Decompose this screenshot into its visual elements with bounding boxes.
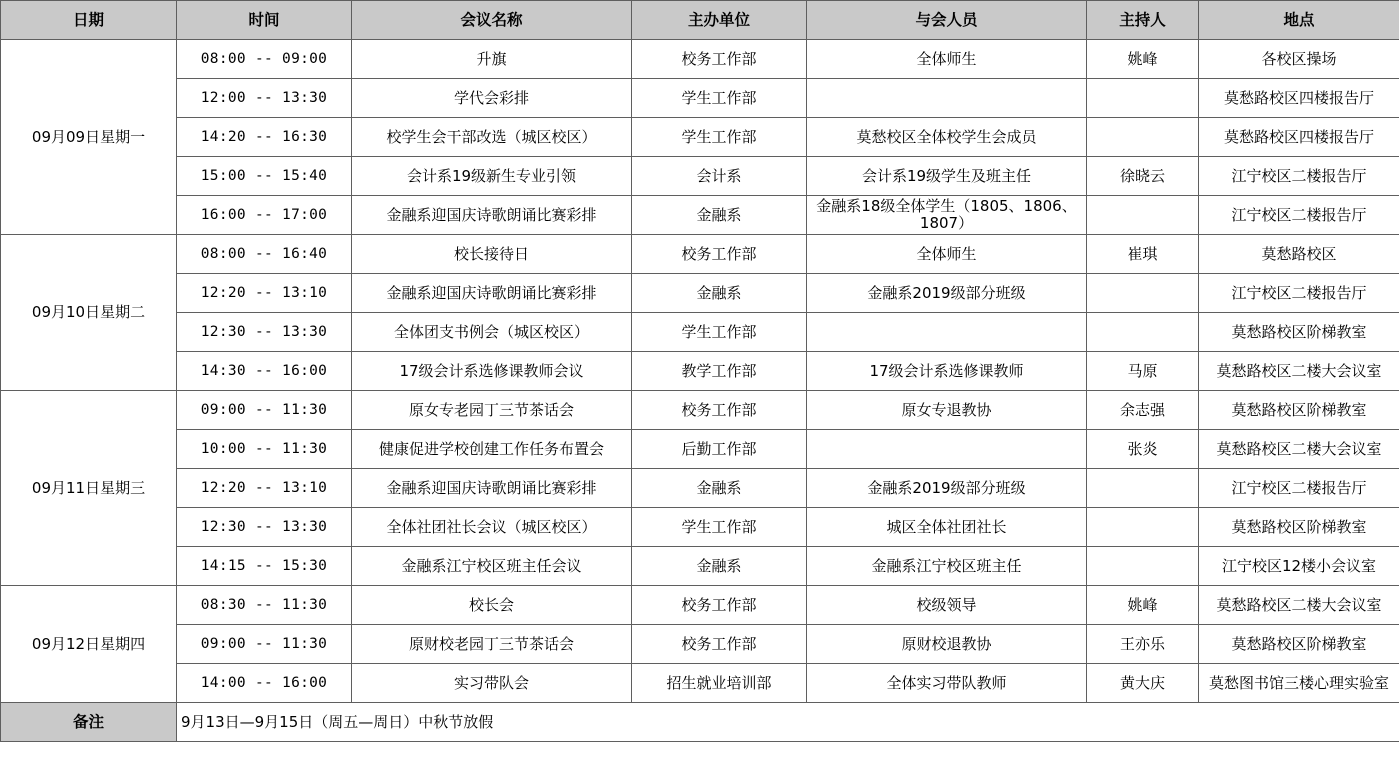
host-cell [1087,274,1199,313]
location-cell: 莫愁路校区 [1199,235,1399,274]
time-cell: 08:00 -- 16:40 [177,235,352,274]
table-row [1,508,1399,547]
organizer-cell: 校务工作部 [632,586,807,625]
meeting-name-cell: 升旗 [352,40,632,79]
organizer-cell: 学生工作部 [632,118,807,157]
time-cell: 14:30 -- 16:00 [177,352,352,391]
host-cell [1087,508,1199,547]
attendees-cell: 17级会计系选修课教师 [807,352,1087,391]
location-cell: 莫愁路校区阶梯教室 [1199,625,1399,664]
attendees-cell: 金融系2019级部分班级 [807,469,1087,508]
organizer-cell: 后勤工作部 [632,430,807,469]
attendees-cell [807,79,1087,118]
location-cell: 江宁校区二楼报告厅 [1199,196,1399,235]
organizer-cell: 校务工作部 [632,625,807,664]
time-cell: 14:20 -- 16:30 [177,118,352,157]
organizer-cell: 校务工作部 [632,391,807,430]
host-cell: 徐晓云 [1087,157,1199,196]
attendees-cell: 校级领导 [807,586,1087,625]
time-cell: 12:30 -- 13:30 [177,313,352,352]
organizer-cell: 学生工作部 [632,508,807,547]
header-organizer: 主办单位 [632,1,807,40]
date-cell: 09月11日星期三 [1,391,177,586]
meeting-name-cell: 原财校老园丁三节茶话会 [352,625,632,664]
organizer-cell: 教学工作部 [632,352,807,391]
table-row [1,352,1399,391]
host-cell [1087,79,1199,118]
date-cell: 09月10日星期二 [1,235,177,391]
host-cell [1087,313,1199,352]
header-location: 地点 [1199,1,1399,40]
attendees-cell: 金融系江宁校区班主任 [807,547,1087,586]
location-cell: 莫愁路校区四楼报告厅 [1199,79,1399,118]
location-cell: 莫愁路校区二楼大会议室 [1199,430,1399,469]
date-cell: 09月09日星期一 [1,40,177,235]
time-cell: 16:00 -- 17:00 [177,196,352,235]
host-cell: 余志强 [1087,391,1199,430]
table-row [1,469,1399,508]
attendees-cell: 金融系18级全体学生（1805、1806、1807） [807,196,1087,235]
organizer-cell: 学生工作部 [632,313,807,352]
location-cell: 江宁校区二楼报告厅 [1199,157,1399,196]
location-cell: 江宁校区二楼报告厅 [1199,274,1399,313]
attendees-cell: 全体师生 [807,40,1087,79]
attendees-cell: 原女专退教协 [807,391,1087,430]
table-row [1,40,1399,79]
table-row [1,586,1399,625]
time-cell: 12:20 -- 13:10 [177,274,352,313]
location-cell: 莫愁路校区二楼大会议室 [1199,586,1399,625]
host-cell [1087,469,1199,508]
table-header [1,1,1399,40]
note-row [1,703,1399,742]
host-cell: 姚峰 [1087,40,1199,79]
attendees-cell: 原财校退教协 [807,625,1087,664]
organizer-cell: 会计系 [632,157,807,196]
table-row [1,547,1399,586]
table-row [1,664,1399,703]
attendees-cell: 莫愁校区全体校学生会成员 [807,118,1087,157]
organizer-cell: 校务工作部 [632,235,807,274]
table-body [1,40,1399,703]
host-cell [1087,547,1199,586]
host-cell: 黄大庆 [1087,664,1199,703]
host-cell [1087,118,1199,157]
location-cell: 莫愁路校区阶梯教室 [1199,313,1399,352]
header-host: 主持人 [1087,1,1199,40]
attendees-cell [807,430,1087,469]
table-row [1,625,1399,664]
table-row [1,79,1399,118]
host-cell: 崔琪 [1087,235,1199,274]
attendees-cell [807,313,1087,352]
attendees-cell: 会计系19级学生及班主任 [807,157,1087,196]
meeting-name-cell: 健康促进学校创建工作任务布置会 [352,430,632,469]
meeting-name-cell: 17级会计系选修课教师会议 [352,352,632,391]
host-cell [1087,196,1199,235]
host-cell: 姚峰 [1087,586,1199,625]
location-cell: 江宁校区12楼小会议室 [1199,547,1399,586]
host-cell: 马原 [1087,352,1199,391]
location-cell: 莫愁路校区阶梯教室 [1199,391,1399,430]
table-row [1,430,1399,469]
time-cell: 15:00 -- 15:40 [177,157,352,196]
meeting-name-cell: 全体团支书例会（城区校区） [352,313,632,352]
location-cell: 莫愁图书馆三楼心理实验室 [1199,664,1399,703]
attendees-cell: 全体师生 [807,235,1087,274]
location-cell: 莫愁路校区四楼报告厅 [1199,118,1399,157]
location-cell: 各校区操场 [1199,40,1399,79]
meeting-name-cell: 金融系迎国庆诗歌朗诵比赛彩排 [352,196,632,235]
time-cell: 14:00 -- 16:00 [177,664,352,703]
attendees-cell: 城区全体社团社长 [807,508,1087,547]
attendees-cell: 全体实习带队教师 [807,664,1087,703]
time-cell: 12:20 -- 13:10 [177,469,352,508]
meeting-name-cell: 校长接待日 [352,235,632,274]
organizer-cell: 招生就业培训部 [632,664,807,703]
location-cell: 江宁校区二楼报告厅 [1199,469,1399,508]
time-cell: 09:00 -- 11:30 [177,625,352,664]
meeting-name-cell: 金融系迎国庆诗歌朗诵比赛彩排 [352,469,632,508]
note-text: 9月13日—9月15日（周五—周日）中秋节放假 [177,703,1399,742]
meeting-name-cell: 实习带队会 [352,664,632,703]
meeting-name-cell: 原女专老园丁三节茶话会 [352,391,632,430]
table-row [1,313,1399,352]
time-cell: 14:15 -- 15:30 [177,547,352,586]
meeting-name-cell: 校学生会干部改选（城区校区） [352,118,632,157]
table-row [1,118,1399,157]
meeting-name-cell: 金融系江宁校区班主任会议 [352,547,632,586]
header-attendees: 与会人员 [807,1,1087,40]
organizer-cell: 金融系 [632,547,807,586]
time-cell: 09:00 -- 11:30 [177,391,352,430]
meeting-name-cell: 会计系19级新生专业引领 [352,157,632,196]
header-time: 时间 [177,1,352,40]
meeting-name-cell: 学代会彩排 [352,79,632,118]
meeting-name-cell: 校长会 [352,586,632,625]
attendees-cell: 金融系2019级部分班级 [807,274,1087,313]
note-label: 备注 [1,703,177,742]
time-cell: 08:30 -- 11:30 [177,586,352,625]
location-cell: 莫愁路校区阶梯教室 [1199,508,1399,547]
time-cell: 12:30 -- 13:30 [177,508,352,547]
table-row [1,196,1399,235]
host-cell: 张炎 [1087,430,1199,469]
organizer-cell: 校务工作部 [632,40,807,79]
time-cell: 08:00 -- 09:00 [177,40,352,79]
time-cell: 10:00 -- 11:30 [177,430,352,469]
organizer-cell: 金融系 [632,196,807,235]
header-date: 日期 [1,1,177,40]
location-cell: 莫愁路校区二楼大会议室 [1199,352,1399,391]
header-meeting-name: 会议名称 [352,1,632,40]
organizer-cell: 学生工作部 [632,79,807,118]
time-cell: 12:00 -- 13:30 [177,79,352,118]
table-row [1,274,1399,313]
meeting-name-cell: 全体社团社长会议（城区校区） [352,508,632,547]
host-cell: 王亦乐 [1087,625,1199,664]
table-row [1,157,1399,196]
organizer-cell: 金融系 [632,469,807,508]
meeting-name-cell: 金融系迎国庆诗歌朗诵比赛彩排 [352,274,632,313]
organizer-cell: 金融系 [632,274,807,313]
table-row [1,391,1399,430]
date-cell: 09月12日星期四 [1,586,177,703]
table-row [1,235,1399,274]
